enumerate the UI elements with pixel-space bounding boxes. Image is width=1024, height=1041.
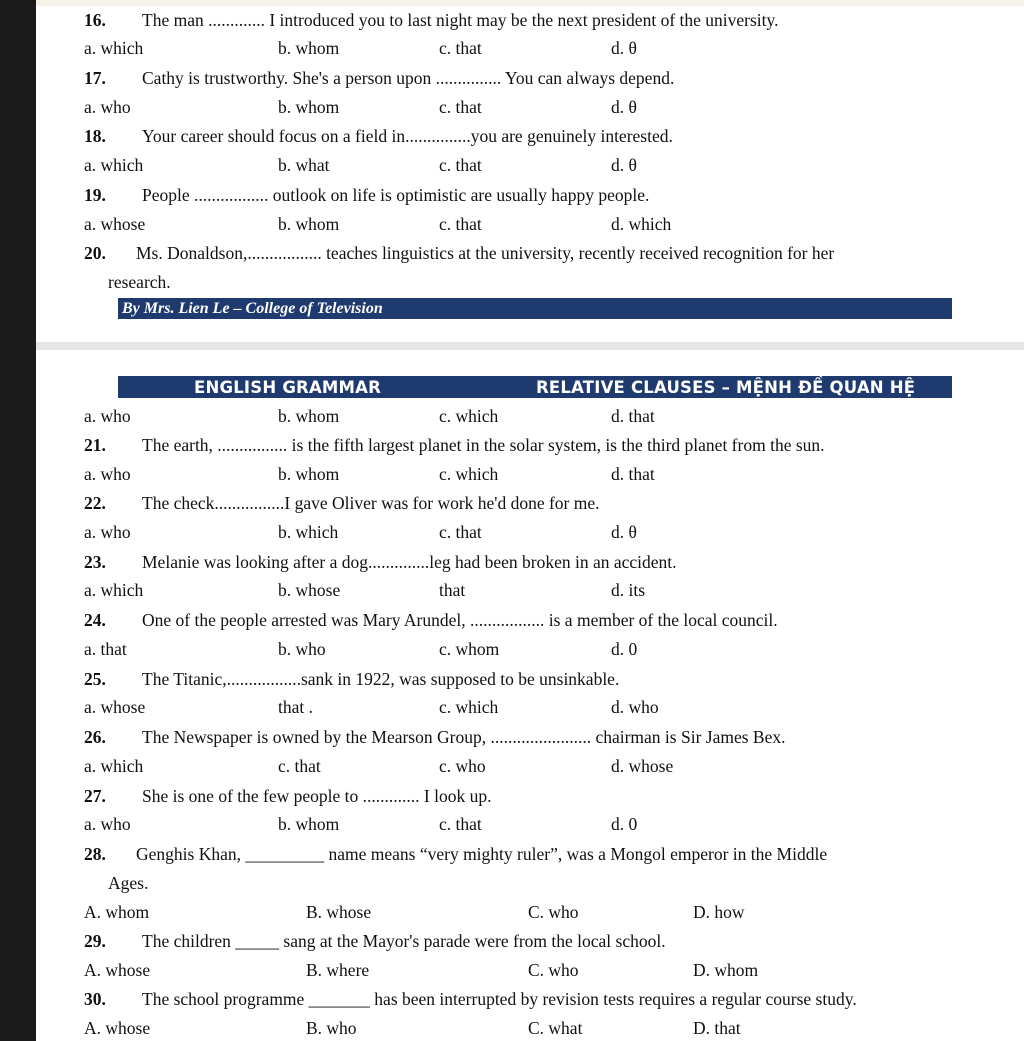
- question-26: [84, 725, 924, 749]
- options-30: [84, 1016, 924, 1040]
- option-d: d. θ: [611, 155, 637, 175]
- option-b: b. what: [278, 155, 330, 175]
- option-c: c. that: [439, 214, 482, 234]
- question-number: 23.: [84, 552, 106, 572]
- page-break-divider: [36, 342, 1024, 350]
- option-d: D. how: [693, 902, 745, 922]
- option-d: d. that: [611, 464, 655, 484]
- question-text: The children _____ sang at the Mayor's parade were from the local school.: [142, 931, 666, 951]
- topic-banner-right: RELATIVE CLAUSES – MỆNH ĐỀ QUAN HỆ: [536, 378, 916, 397]
- option-c: C. what: [528, 1018, 583, 1038]
- question-text: She is one of the few people to ............. I look up.: [142, 786, 492, 806]
- option-b: b. whom: [278, 464, 340, 484]
- option-a: a. who: [84, 97, 131, 117]
- option-b: c. that: [278, 756, 321, 776]
- question-19: [84, 183, 924, 207]
- option-d: d. that: [611, 406, 655, 426]
- question-text: The Titanic,.................sank in 1922, was supposed to be unsinkable.: [142, 669, 620, 689]
- topic-banner-left: ENGLISH GRAMMAR: [194, 378, 382, 397]
- left-page-edge: [0, 0, 36, 1041]
- option-d: d. which: [611, 214, 672, 234]
- author-banner-text: By Mrs. Lien Le – College of Television: [122, 300, 383, 317]
- top-margin-strip: [36, 0, 1024, 6]
- option-a: a. which: [84, 756, 144, 776]
- option-b: B. where: [306, 960, 370, 980]
- option-a: a. who: [84, 814, 131, 834]
- question-number: 27.: [84, 786, 106, 806]
- question-text: The Newspaper is owned by the Mearson Group, ....................... chairman is Sir James Bex.: [142, 727, 786, 747]
- question-number: 17.: [84, 68, 106, 88]
- options-28: [84, 900, 924, 924]
- option-b: b. whom: [278, 214, 340, 234]
- options-17: [84, 95, 924, 119]
- option-d: d. θ: [611, 522, 637, 542]
- question-number: 24.: [84, 610, 106, 630]
- option-c: C. who: [528, 960, 579, 980]
- question-text: Melanie was looking after a dog..............leg had been broken in an accident.: [142, 552, 677, 572]
- option-d: d. θ: [611, 38, 637, 58]
- option-b: B. who: [306, 1018, 357, 1038]
- option-b: b. whom: [278, 38, 340, 58]
- option-c: c. that: [439, 97, 482, 117]
- option-d: d. 0: [611, 814, 638, 834]
- option-b: b. whom: [278, 406, 340, 426]
- option-b: b. who: [278, 639, 326, 659]
- option-a: A. whom: [84, 902, 150, 922]
- question-number: 29.: [84, 931, 106, 951]
- option-a: a. which: [84, 38, 144, 58]
- options-top: [84, 404, 924, 428]
- question-number: 25.: [84, 669, 106, 689]
- options-25: [84, 695, 924, 719]
- question-28: [84, 842, 884, 895]
- option-d: d. θ: [611, 97, 637, 117]
- options-22: [84, 520, 924, 544]
- option-c: c. that: [439, 814, 482, 834]
- option-a: a. who: [84, 406, 131, 426]
- topic-banner: [118, 376, 952, 398]
- options-23: [84, 578, 924, 602]
- options-27: [84, 812, 924, 836]
- question-text-continued: Ages.: [108, 873, 149, 893]
- option-c: that: [439, 580, 466, 600]
- options-19: [84, 212, 924, 236]
- question-text: The school programme _______ has been interrupted by revision tests requires a regular course study.: [142, 989, 857, 1009]
- option-a: a. whose: [84, 214, 146, 234]
- options-21: [84, 462, 924, 486]
- question-text: Genghis Khan, _________ name means “very mighty ruler”, was a Mongol emperor in the Middle: [136, 844, 828, 864]
- question-29: [84, 929, 924, 953]
- question-number: 22.: [84, 493, 106, 513]
- question-number: 19.: [84, 185, 106, 205]
- question-text: The earth, ................ is the fifth largest planet in the solar system, is the third planet from the sun.: [142, 435, 825, 455]
- question-text: The man ............. I introduced you to last night may be the next president of the university.: [142, 10, 779, 30]
- question-20: [84, 241, 884, 294]
- question-text: Cathy is trustworthy. She's a person upon ............... You can always depend.: [142, 68, 675, 88]
- option-c: c. which: [439, 406, 499, 426]
- option-a: a. that: [84, 639, 127, 659]
- question-number: 20.: [84, 243, 106, 263]
- question-16: [84, 8, 924, 32]
- question-23: [84, 550, 924, 574]
- question-25: [84, 667, 924, 691]
- question-number: 18.: [84, 126, 106, 146]
- option-a: a. which: [84, 580, 144, 600]
- option-d: D. whom: [693, 960, 759, 980]
- author-banner: [118, 298, 952, 319]
- option-c: C. who: [528, 902, 579, 922]
- option-c: c. who: [439, 756, 486, 776]
- option-c: c. which: [439, 697, 499, 717]
- question-text: One of the people arrested was Mary Arundel, ................. is a member of the local council.: [142, 610, 778, 630]
- option-a: A. whose: [84, 960, 151, 980]
- option-b: b. whom: [278, 814, 340, 834]
- question-text: People ................. outlook on life is optimistic are usually happy people.: [142, 185, 650, 205]
- question-number: 26.: [84, 727, 106, 747]
- option-c: c. that: [439, 155, 482, 175]
- options-24: [84, 637, 924, 661]
- question-text: The check................I gave Oliver was for work he'd done for me.: [142, 493, 600, 513]
- option-a: A. whose: [84, 1018, 151, 1038]
- option-b: B. whose: [306, 902, 372, 922]
- option-c: c. that: [439, 38, 482, 58]
- option-b: b. which: [278, 522, 339, 542]
- option-b: that .: [278, 697, 313, 717]
- question-24: [84, 608, 924, 632]
- question-number: 21.: [84, 435, 106, 455]
- question-27: [84, 784, 924, 808]
- option-c: c. whom: [439, 639, 500, 659]
- question-number: 30.: [84, 989, 106, 1009]
- option-d: d. 0: [611, 639, 638, 659]
- question-text: Your career should focus on a field in...............you are genuinely interested.: [142, 126, 673, 146]
- question-17: [84, 66, 924, 90]
- question-21: [84, 433, 924, 457]
- option-d: d. who: [611, 697, 659, 717]
- options-16: [84, 36, 924, 60]
- option-a: a. who: [84, 464, 131, 484]
- option-d: d. whose: [611, 756, 674, 776]
- option-b: b. whose: [278, 580, 341, 600]
- question-text: Ms. Donaldson,................. teaches linguistics at the university, recently received recognition for her: [136, 243, 835, 263]
- option-a: a. who: [84, 522, 131, 542]
- option-d: D. that: [693, 1018, 741, 1038]
- question-number: 16.: [84, 10, 106, 30]
- question-30: [84, 987, 924, 1011]
- option-b: b. whom: [278, 97, 340, 117]
- option-a: a. whose: [84, 697, 146, 717]
- question-18: [84, 124, 924, 148]
- options-29: [84, 958, 924, 982]
- question-text-continued: research.: [108, 272, 171, 292]
- option-c: c. that: [439, 522, 482, 542]
- option-d: d. its: [611, 580, 646, 600]
- options-26: [84, 754, 924, 778]
- options-18: [84, 153, 924, 177]
- option-a: a. which: [84, 155, 144, 175]
- question-number: 28.: [84, 844, 106, 864]
- option-c: c. which: [439, 464, 499, 484]
- question-22: [84, 491, 924, 515]
